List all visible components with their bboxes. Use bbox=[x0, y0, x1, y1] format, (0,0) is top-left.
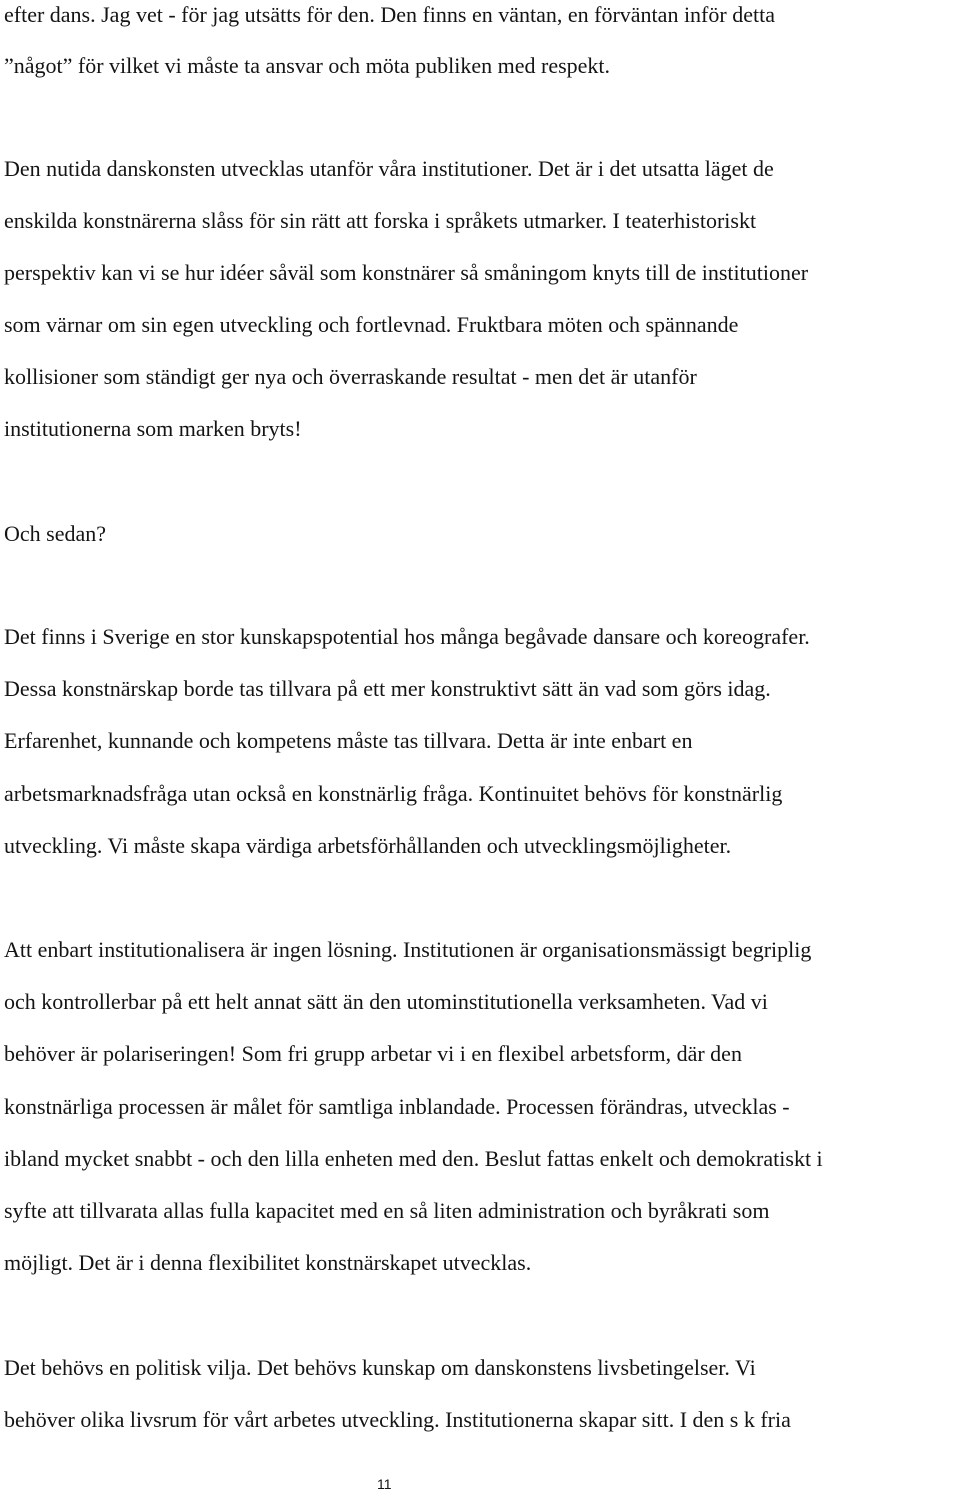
text-line: ibland mycket snabbt - och den lilla enheten med den. Beslut fattas enkelt och demokratiskt i bbox=[4, 1146, 823, 1171]
text-line: Det finns i Sverige en stor kunskapspotential hos många begåvade dansare och koreografer. bbox=[4, 624, 810, 649]
text-line: perspektiv kan vi se hur idéer såväl som konstnärer så småningom knyts till de institutioner bbox=[4, 260, 809, 285]
text-line: ”något” för vilket vi måste ta ansvar och möta publiken med respekt. bbox=[4, 53, 611, 78]
text-line: utveckling. Vi måste skapa värdiga arbetsförhållanden och utvecklingsmöjligheter. bbox=[4, 833, 732, 858]
text-line: behöver olika livsrum för vårt arbetes utveckling. Institutionerna skapar sitt. I den s k fria bbox=[4, 1407, 791, 1432]
page-number: 11 bbox=[377, 1476, 392, 1492]
text-line: arbetsmarknadsfråga utan också en konstnärlig fråga. Kontinuitet behövs för konstnärlig bbox=[4, 781, 783, 806]
text-line: Att enbart institutionalisera är ingen lösning. Institutionen är organisationsmässigt begriplig bbox=[4, 937, 812, 962]
text-line: enskilda konstnärerna slåss för sin rätt att forska i språkets utmarker. I teaterhistoriskt bbox=[4, 208, 757, 233]
text-line: Det behövs en politisk vilja. Det behövs kunskap om danskonstens livsbetingelser. Vi bbox=[4, 1355, 756, 1380]
text-line: efter dans. Jag vet - för jag utsätts för den. Den finns en väntan, en förväntan inför detta bbox=[4, 2, 775, 27]
text-line: möjligt. Det är i denna flexibilitet konstnärskapet utvecklas. bbox=[4, 1250, 532, 1275]
text-line: Erfarenhet, kunnande och kompetens måste tas tillvara. Detta är inte enbart en bbox=[4, 728, 693, 753]
text-line: Dessa konstnärskap borde tas tillvara på ett mer konstruktivt sätt än vad som görs idag. bbox=[4, 676, 771, 701]
text-line: Den nutida danskonsten utvecklas utanför våra institutioner. Det är i det utsatta läget de bbox=[4, 156, 774, 181]
text-line: syfte att tillvarata allas fulla kapacitet med en så liten administration och byråkrati som bbox=[4, 1198, 770, 1223]
text-line: kollisioner som ständigt ger nya och överraskande resultat - men det är utanför bbox=[4, 364, 697, 389]
text-line: Och sedan? bbox=[4, 521, 107, 546]
text-line: behöver är polariseringen! Som fri grupp arbetar vi i en flexibel arbetsform, där den bbox=[4, 1041, 742, 1066]
text-line: och kontrollerbar på ett helt annat sätt än den utominstitutionella verksamheten. Vad vi bbox=[4, 989, 768, 1014]
text-line: institutionerna som marken bryts! bbox=[4, 416, 302, 441]
text-line: konstnärliga processen är målet för samtliga inblandade. Processen förändras, utvecklas - bbox=[4, 1094, 790, 1119]
text-line: som värnar om sin egen utveckling och fortlevnad. Fruktbara möten och spännande bbox=[4, 312, 739, 337]
